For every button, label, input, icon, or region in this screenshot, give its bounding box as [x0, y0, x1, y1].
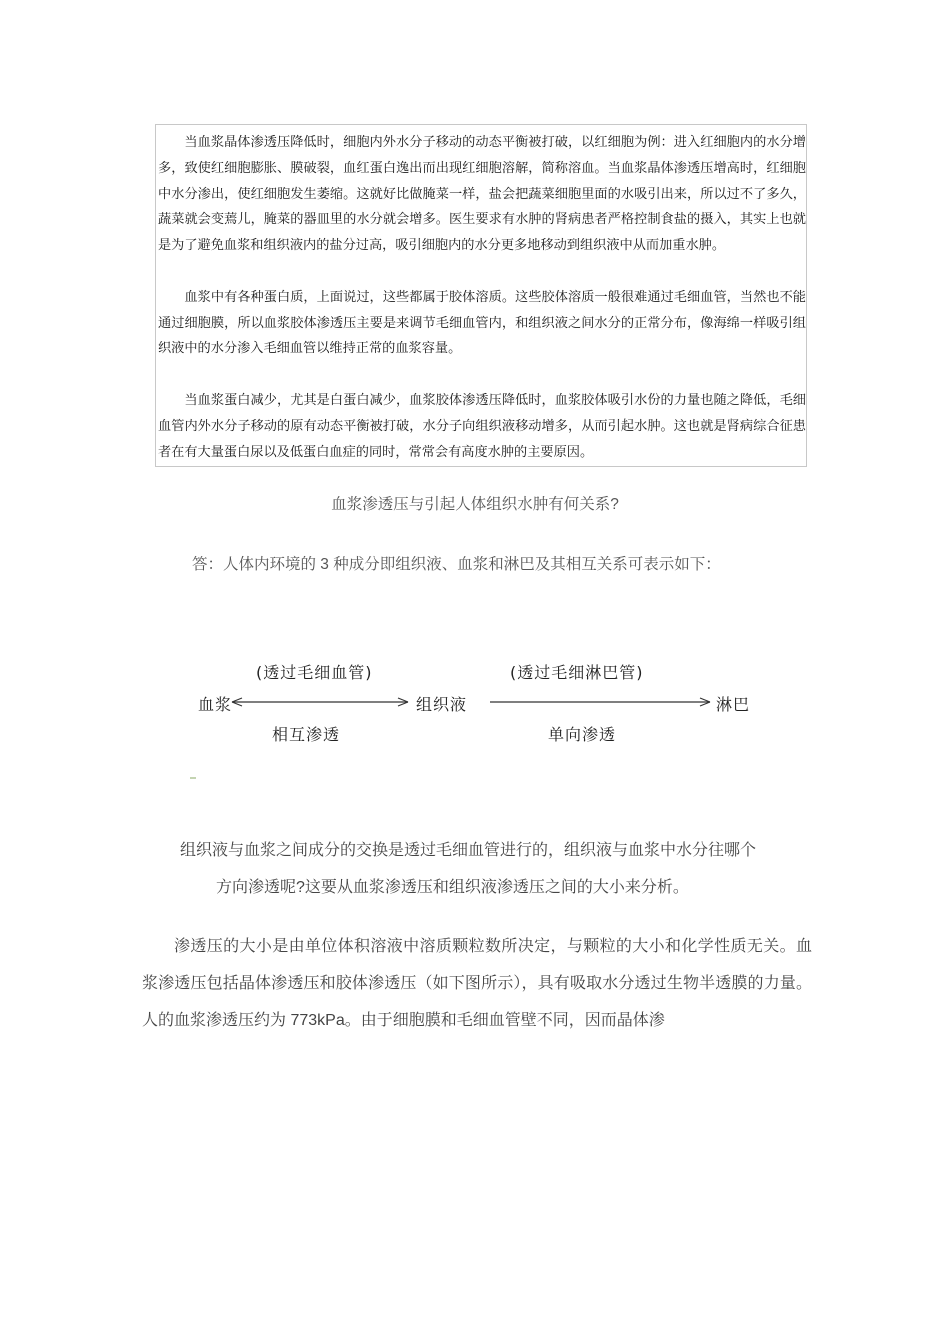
question-heading: 血浆渗透压与引起人体组织水肿有何关系? [331, 496, 619, 513]
label-one-way-osmosis: 单向渗透 [548, 725, 617, 744]
box-paragraph-2: 血浆中有各种蛋白质，上面说过，这些都属于胶体溶质。这些胶体溶质一般很难通过毛细血管，当然也不能通过细胞膜，所以血浆胶体渗透压主要是来调节毛细血管内，和组织液之间水分的正常分布，像海绵一样吸引组织液中的水分渗入毛细血管以维持正常的血浆容量。 [158, 289, 806, 357]
answer-text: 答：人体内环境的 3 种成分即组织液、血浆和淋巴及其相互关系可表示如下： [192, 556, 721, 573]
label-lymph: 淋巴 [716, 695, 751, 714]
box-paragraph-1: 当血浆晶体渗透压降低时，细胞内外水分子移动的动态平衡被打破，以红细胞为例：进入红细胞内的水分增多，致使红细胞膨胀、膜破裂，血红蛋白逸出而出现红细胞溶解，简称溶血。当血浆晶体渗透压增高时，红细胞中水分渗出，使红细胞发生萎缩。这就好比做腌菜一样，盐会把蔬菜细胞里面的水吸引出来，所以过不了多久，蔬菜就会变蔫儿，腌菜的器皿里的水分就会增多。医生要求有水肿的肾病患者严格控制食盐的摄入，其实上也就是为了避免血浆和组织液内的盐分过高，吸引细胞内的水分更多地移动到组织液中从而加重水肿。 [158, 135, 806, 254]
label-through-lymph-capillary: (透过毛细淋巴管) [510, 663, 644, 682]
body-fluid-diagram [180, 650, 780, 782]
label-plasma: 血浆 [198, 695, 233, 714]
label-through-capillary: (透过毛细血管) [256, 663, 373, 682]
paragraph-exchange [180, 832, 820, 906]
paragraph-exchange-line-1: 组织液与血浆之间成分的交换是透过毛细血管进行的，组织液与血浆中水分往哪个 [180, 842, 757, 859]
label-tissue-fluid: 组织液 [416, 695, 468, 714]
label-mutual-osmosis: 相互渗透 [272, 725, 341, 744]
paragraph-exchange-line-2: 方向渗透呢?这要从血浆渗透压和组织液渗透压之间的大小来分析。 [216, 879, 689, 896]
box-paragraph-3: 当血浆蛋白减少，尤其是白蛋白减少，血浆胶体渗透压降低时，血浆胶体吸引水份的力量也随之降低，毛细血管内外水分子移动的原有动态平衡被打破，水分子向组织液移动增多，从而引起水肿。这也就是肾病综合征患者在有大量蛋白尿以及低蛋白血症的同时，常常会有高度水肿的主要原因。 [158, 392, 806, 460]
quoted-text-box [155, 124, 807, 467]
paragraph-osmotic-pressure: 渗透压的大小是由单位体积溶液中溶质颗粒数所决定，与颗粒的大小和化学性质无关。血浆渗透压包括晶体渗透压和胶体渗透压（如下图所示），具有吸取水分透过生物半透膜的力量。人的血浆渗透压约为 773kPa。由于细胞膜和毛细血管壁不同，因而晶体渗 [142, 938, 812, 1029]
